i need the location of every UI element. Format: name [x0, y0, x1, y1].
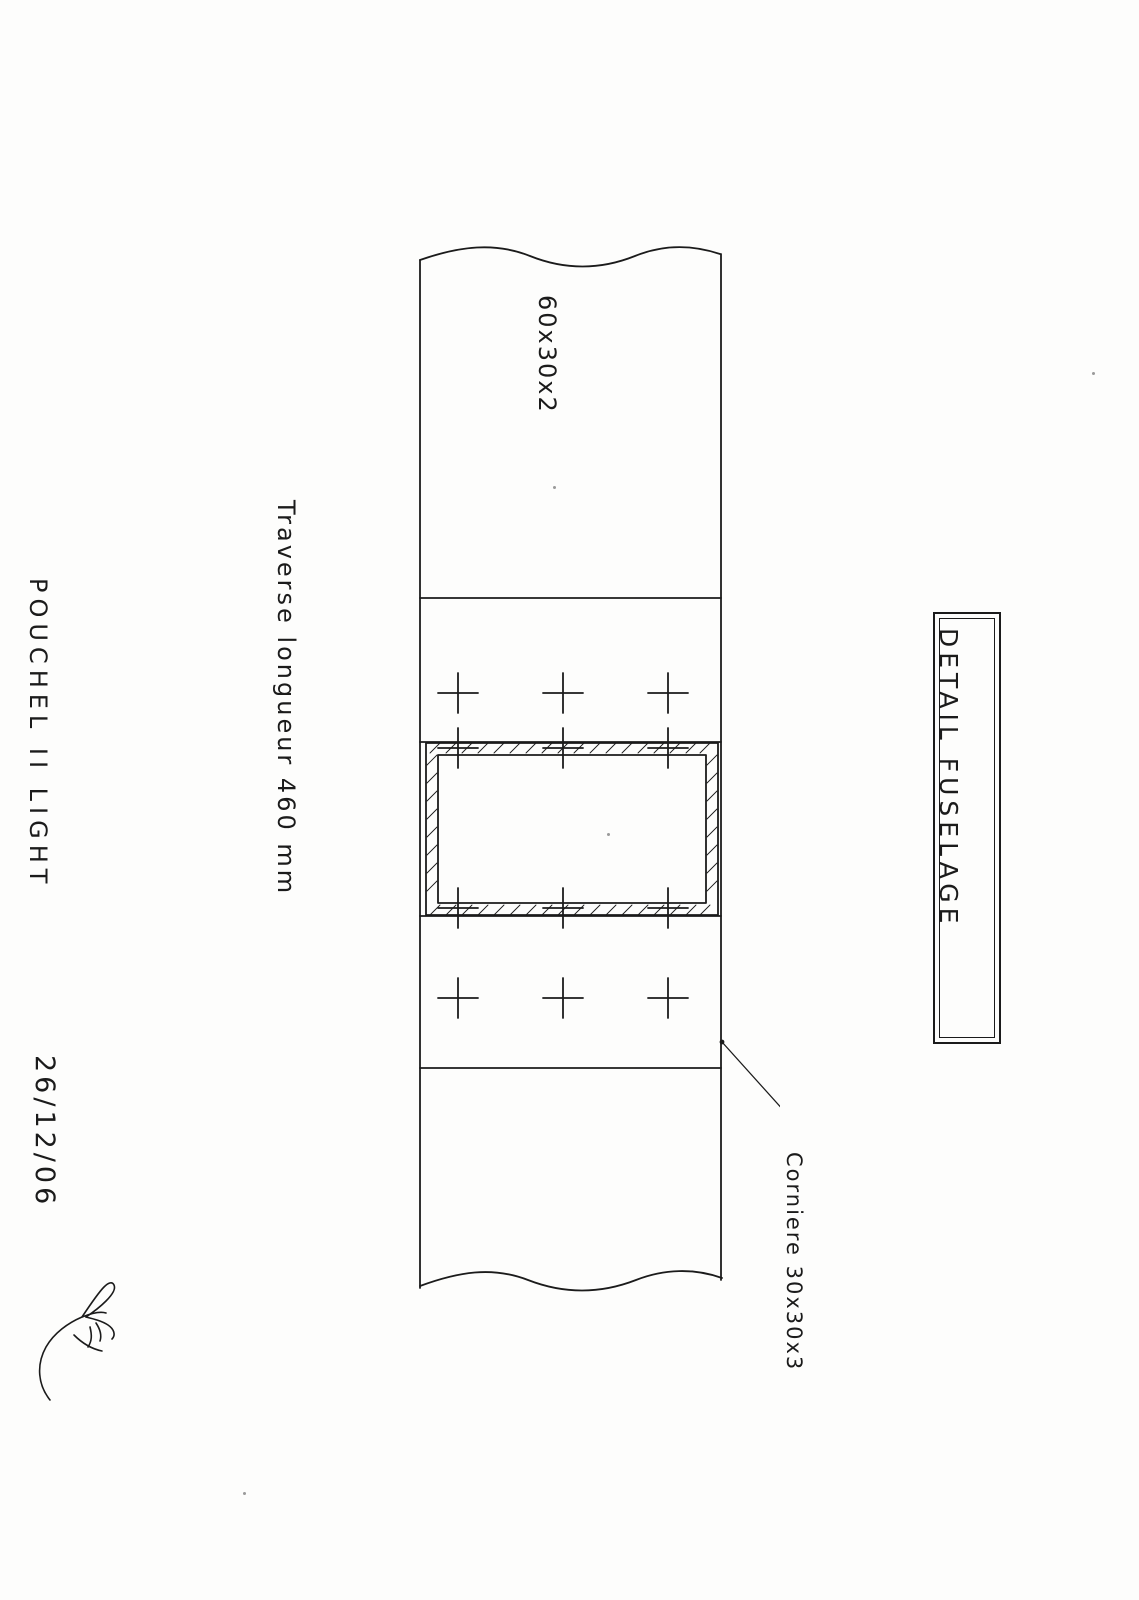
hand-signature — [30, 1265, 150, 1405]
title-block-text: DETAIL FUSELAGE — [934, 628, 963, 929]
scan-speck — [243, 1492, 246, 1495]
angle-leader-dot — [720, 1040, 725, 1045]
angle-leader-line — [722, 1042, 780, 1142]
date-label: 26/12/06 — [29, 1055, 60, 1209]
rivet-marks-lower — [438, 888, 688, 1018]
tube-section-label: 60x30x2 — [533, 295, 561, 414]
top-break-line — [420, 247, 720, 266]
angle-hatching — [427, 743, 717, 915]
angle-outer-rect — [426, 743, 718, 915]
scan-speck — [553, 486, 556, 489]
rivet-marks-upper — [438, 673, 688, 768]
angle-inner-rect — [438, 755, 706, 903]
scan-speck — [1092, 372, 1095, 375]
beam-length-label: Traverse longueur 460 mm — [272, 500, 300, 897]
angle-section-label: Corniere 30x30x3 — [782, 1152, 806, 1372]
fuselage-detail-drawing — [400, 230, 780, 1310]
bottom-break-line — [420, 1271, 722, 1290]
project-name-label: POUCHEL II LIGHT — [24, 578, 52, 890]
scan-speck — [607, 833, 610, 836]
